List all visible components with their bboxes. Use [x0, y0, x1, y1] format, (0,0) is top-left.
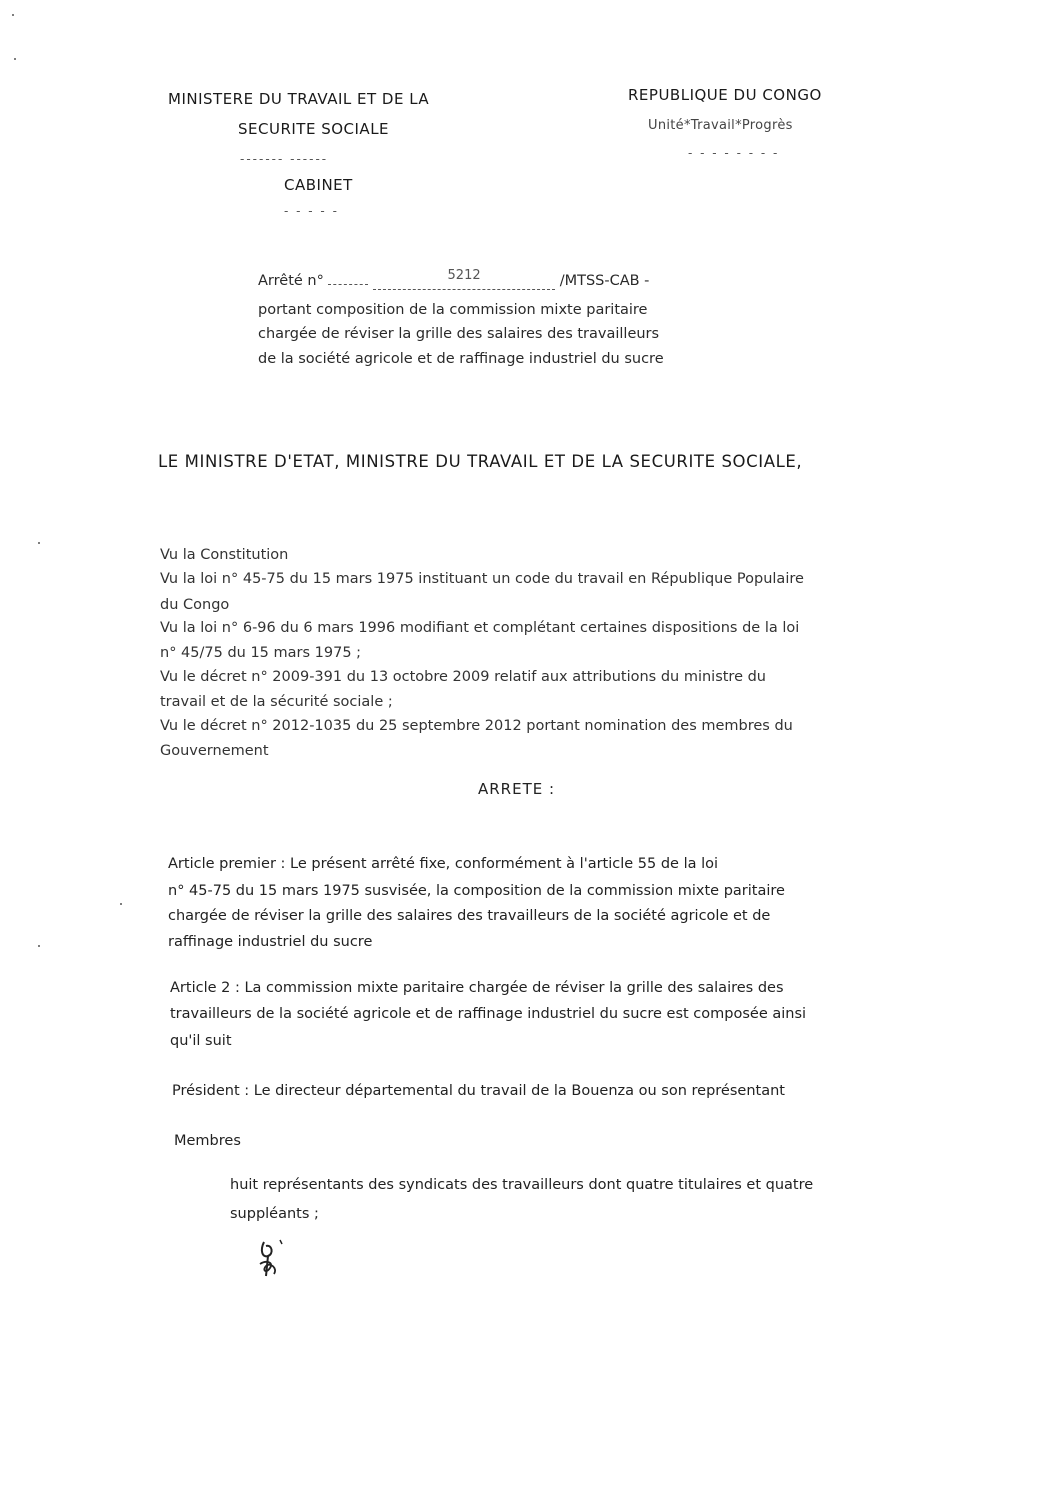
- ministry-separator: ------- ------: [240, 152, 329, 166]
- visa-line: travail et de la sécurité sociale ;: [160, 694, 393, 710]
- article1-line: raffinage industriel du sucre: [168, 934, 373, 950]
- scan-speck: [38, 542, 40, 544]
- visa-line: Vu le décret n° 2012-1035 du 25 septembre 2012 portant nomination des membres du: [160, 718, 793, 734]
- visa-line: Gouvernement: [160, 743, 269, 759]
- handwritten-initials: [256, 1236, 290, 1280]
- arrete-subject-line3: de la société agricole et de raffinage industriel du sucre: [258, 351, 664, 367]
- minister-title: LE MINISTRE D'ETAT, MINISTRE DU TRAVAIL ET DE LA SECURITE SOCIALE,: [158, 452, 803, 471]
- arrete-reference-line: [258, 268, 650, 290]
- ministry-name-line2: SECURITE SOCIALE: [238, 120, 390, 138]
- arrete-number: 5212: [447, 268, 481, 283]
- article1-line: chargée de réviser la grille des salaires des travailleurs de la société agricole et de: [168, 908, 771, 924]
- scan-speck: [14, 58, 16, 60]
- president-label: Président: [172, 1083, 240, 1099]
- visa-line: Vu la loi n° 6-96 du 6 mars 1996 modifiant et complétant certaines dispositions de la loi: [160, 620, 800, 636]
- arrete-heading: ARRETE :: [478, 780, 556, 798]
- visa-line: Vu la loi n° 45-75 du 15 mars 1975 instituant un code du travail en République Populaire: [160, 571, 804, 587]
- article2-line: qu'il suit: [170, 1033, 232, 1049]
- article1-line: n° 45-75 du 15 mars 1975 susvisée, la composition de la commission mixte paritaire: [168, 883, 785, 899]
- article2-line: Article 2 : La commission mixte paritaire chargée de réviser la grille des salaires des: [170, 980, 784, 996]
- article2-line: travailleurs de la société agricole et de raffinage industriel du sucre est composée ainsi: [170, 1006, 807, 1022]
- scan-speck: [12, 14, 14, 16]
- president-text: : Le directeur départemental du travail de la Bouenza ou son représentant: [244, 1083, 785, 1099]
- blank-line: [328, 284, 368, 285]
- cabinet-separator: - - - - -: [284, 204, 339, 218]
- arrete-subject-line2: chargée de réviser la grille des salaires des travailleurs: [258, 326, 660, 342]
- president-line: [172, 1083, 785, 1099]
- arrete-number-field: [373, 268, 555, 290]
- national-motto: Unité*Travail*Progrès: [648, 118, 793, 133]
- membres-item-line: huit représentants des syndicats des travailleurs dont quatre titulaires et quatre: [230, 1177, 814, 1193]
- membres-item-line: suppléants ;: [230, 1206, 319, 1222]
- visa-line: Vu le décret n° 2009-391 du 13 octobre 2009 relatif aux attributions du ministre du: [160, 669, 766, 685]
- visa-line: Vu la Constitution: [160, 547, 289, 563]
- arrete-suffix: /MTSS-CAB -: [559, 273, 650, 289]
- republic-separator: - - - - - - - -: [688, 146, 780, 160]
- visa-line: n° 45/75 du 15 mars 1975 ;: [160, 645, 362, 661]
- arrete-prefix: Arrêté n°: [258, 273, 324, 289]
- article1-line: Article premier : Le présent arrêté fixe, conformément à l'article 55 de la loi: [168, 856, 719, 872]
- cabinet-label: CABINET: [284, 176, 353, 194]
- visa-line: du Congo: [160, 597, 230, 613]
- arrete-subject-line1: portant composition de la commission mixte paritaire: [258, 302, 648, 318]
- scan-speck: [38, 945, 40, 947]
- republic-name: REPUBLIQUE DU CONGO: [628, 86, 822, 104]
- ministry-name-line1: MINISTERE DU TRAVAIL ET DE LA: [168, 90, 430, 108]
- scan-speck: [120, 903, 122, 905]
- membres-label: Membres: [174, 1133, 241, 1149]
